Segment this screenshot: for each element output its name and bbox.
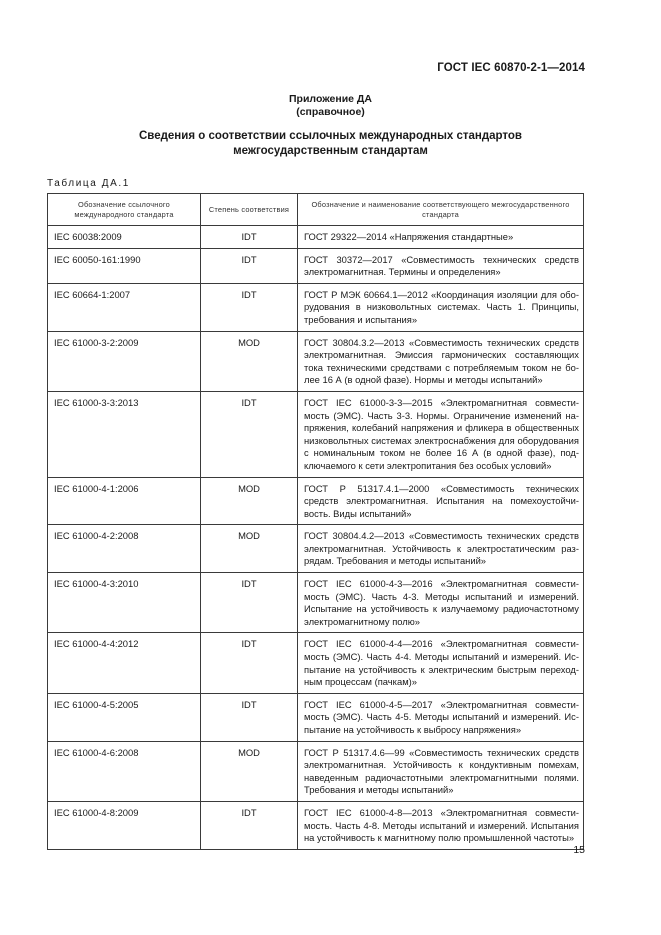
national-standard-cell: ГОСТ 30804.3.2—2013 «Совместимость технических средств электромагнитная. Эмиссия гармонических составляющих тока техническими средствами с потребляемым током не более 16 А (в одной фазе). Нормы и методы испытаний» [298, 331, 584, 391]
page-number: 15 [573, 844, 585, 856]
intl-standard-cell: IEC 61000-4-6:2008 [48, 741, 201, 801]
intl-standard-cell: IEC 60664-1:2007 [48, 283, 201, 331]
degree-cell: IDT [201, 573, 298, 633]
table-body [48, 226, 584, 850]
document-code: ГОСТ IEC 60870-2-1—2014 [437, 62, 585, 74]
table-row [48, 391, 584, 477]
degree-cell: IDT [201, 248, 298, 283]
intl-standard-cell: IEC 61000-4-1:2006 [48, 477, 201, 525]
intl-standard-cell: IEC 61000-4-5:2005 [48, 693, 201, 741]
intl-standard-cell: IEC 61000-4-3:2010 [48, 573, 201, 633]
table-row [48, 573, 584, 633]
national-standard-cell: ГОСТ IEC 61000-3-3—2015 «Электромагнитная совместимость (ЭМС). Часть 3-3. Нормы. Ограничение изменений напряжения, колебаний напряжения и фликера в общественных низковольтных системах электроснабжения для оборудования с номинальным током не более 16 А (в одной фазе), подключаемого к сети электропитания без особых условий» [298, 391, 584, 477]
degree-cell: IDT [201, 801, 298, 849]
section-heading-line-2: межгосударственным стандартам [233, 145, 428, 157]
intl-standard-cell: IEC 61000-4-2:2008 [48, 525, 201, 573]
degree-cell: IDT [201, 633, 298, 693]
intl-standard-cell: IEC 60038:2009 [48, 226, 201, 249]
appendix-subtitle: (справочное) [296, 106, 365, 118]
national-standard-cell: ГОСТ Р МЭК 60664.1—2012 «Координация изоляции для оборудования в низковольтных системах. Часть 1. Принципы, требования и испытания» [298, 283, 584, 331]
section-heading-line-1: Сведения о соответствии ссылочных международных стандартов [138, 130, 522, 142]
national-standard-cell: ГОСТ IEC 61000-4-4—2016 «Электромагнитная совместимость (ЭМС). Часть 4-4. Методы испытаний и измерений. Испытание на устойчивость к электрическим быстрым переходным процессам (пачкам)» [298, 633, 584, 693]
national-standard-cell: ГОСТ 30372—2017 «Совместимость технических средств электромагнитная. Термины и определения» [298, 248, 584, 283]
degree-cell: IDT [201, 283, 298, 331]
table-row [48, 741, 584, 801]
intl-standard-cell: IEC 60050-161:1990 [48, 248, 201, 283]
intl-standard-cell: IEC 61000-4-8:2009 [48, 801, 201, 849]
national-standard-cell: ГОСТ Р 51317.4.1—2000 «Совместимость технических средств электромагнитная. Испытания на помехоустойчивость. Виды испытаний» [298, 477, 584, 525]
national-standard-cell: ГОСТ 30804.4.2—2013 «Совместимость технических средств электромагнитная. Устойчивость к электростатическим разрядам. Требования и методы испытаний» [298, 525, 584, 573]
degree-cell: IDT [201, 226, 298, 249]
column-header-intl-standard: Обозначение ссылочного международного стандарта [48, 194, 201, 226]
column-header-national-standard: Обозначение и наименование соответствующего межгосударственного стандарта [298, 194, 584, 226]
degree-cell: IDT [201, 693, 298, 741]
table-row [48, 633, 584, 693]
intl-standard-cell: IEC 61000-3-3:2013 [48, 391, 201, 477]
table-row [48, 283, 584, 331]
national-standard-cell: ГОСТ IEC 61000-4-8—2013 «Электромагнитная совместимость. Часть 4-8. Методы испытаний и измерений. Испытания на устойчивость к магнитному полю промышленной частоты» [298, 801, 584, 849]
section-heading [0, 129, 661, 159]
column-header-degree: Степень соответствия [201, 194, 298, 226]
national-standard-cell: ГОСТ IEC 61000-4-3—2016 «Электромагнитная совместимость (ЭМС). Часть 4-3. Методы испытаний и измерений. Испытание на устойчивость к излучаемому радиочастотному электромагнитному полю» [298, 573, 584, 633]
table-row [48, 331, 584, 391]
table-row [48, 801, 584, 849]
table-row [48, 693, 584, 741]
degree-cell: MOD [201, 331, 298, 391]
intl-standard-cell: IEC 61000-3-2:2009 [48, 331, 201, 391]
table-row [48, 226, 584, 249]
correspondence-table [47, 193, 584, 850]
national-standard-cell: ГОСТ Р 51317.4.6—99 «Совместимость технических средств электромагнитная. Устойчивость к кондуктивным помехам, наведенным радиочастотными электромагнитными полями. Требования и методы испытаний» [298, 741, 584, 801]
degree-cell: IDT [201, 391, 298, 477]
table-header-row [48, 194, 584, 226]
degree-cell: MOD [201, 477, 298, 525]
table-row [48, 248, 584, 283]
table-caption: Таблица ДА.1 [47, 178, 130, 189]
table-row [48, 525, 584, 573]
table-row [48, 477, 584, 525]
national-standard-cell: ГОСТ IEC 61000-4-5—2017 «Электромагнитная совместимость (ЭМС). Часть 4-5. Методы испытаний и измерений. Испытание на устойчивость к выбросу напряжения» [298, 693, 584, 741]
degree-cell: MOD [201, 741, 298, 801]
appendix-title: Приложение ДА [289, 93, 372, 105]
degree-cell: MOD [201, 525, 298, 573]
intl-standard-cell: IEC 61000-4-4:2012 [48, 633, 201, 693]
national-standard-cell: ГОСТ 29322—2014 «Напряжения стандартные» [298, 226, 584, 249]
